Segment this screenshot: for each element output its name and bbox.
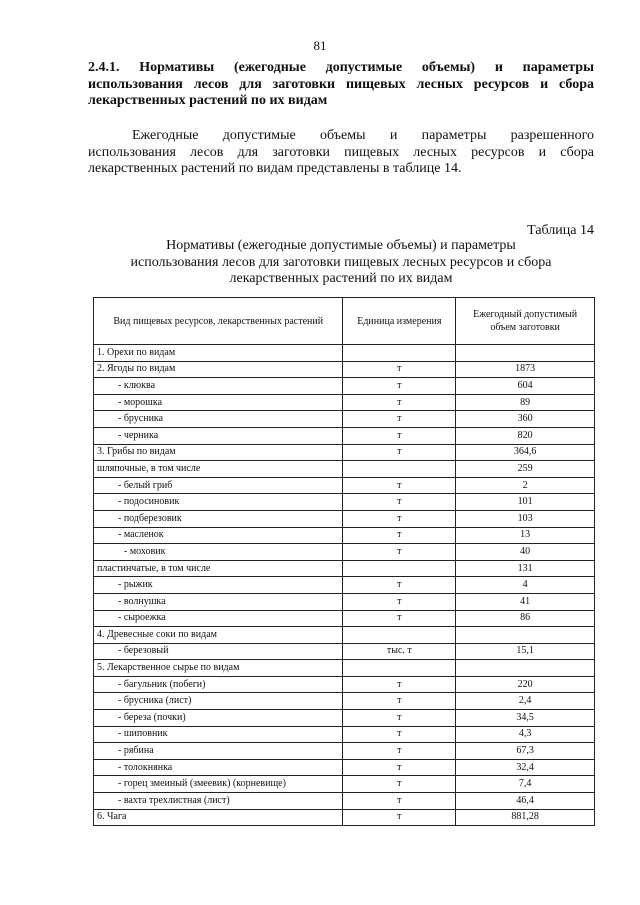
cell-unit bbox=[343, 660, 456, 677]
cell-annual-volume: 1873 bbox=[456, 361, 595, 378]
cell-resource-name: - моховик bbox=[94, 544, 343, 561]
cell-annual-volume: 103 bbox=[456, 510, 595, 527]
heading-line-3: лекарственных растений по их видам bbox=[88, 93, 328, 108]
table-row bbox=[94, 411, 595, 428]
cell-resource-name: - вахта трехлистная (лист) bbox=[94, 793, 343, 810]
cell-unit: т bbox=[343, 427, 456, 444]
cell-unit: тыс. т bbox=[343, 643, 456, 660]
table-row bbox=[94, 345, 595, 362]
cell-unit: т bbox=[343, 378, 456, 395]
header-annual-volume: Ежегодный допустимый объем заготовки bbox=[456, 298, 595, 345]
cell-annual-volume: 67,3 bbox=[456, 743, 595, 760]
cell-resource-name: 6. Чага bbox=[94, 809, 343, 826]
cell-unit: т bbox=[343, 411, 456, 428]
cell-resource-name: - рябина bbox=[94, 743, 343, 760]
cell-resource-name: - березовый bbox=[94, 643, 343, 660]
cell-unit: т bbox=[343, 577, 456, 594]
cell-resource-name: - подберезовик bbox=[94, 510, 343, 527]
table-row bbox=[94, 527, 595, 544]
paragraph-line-3: лекарственных растений по видам представлены в таблице 14. bbox=[88, 161, 462, 176]
cell-annual-volume: 89 bbox=[456, 394, 595, 411]
cell-annual-volume: 259 bbox=[456, 461, 595, 478]
table-row bbox=[94, 494, 595, 511]
cell-resource-name: - брусника (лист) bbox=[94, 693, 343, 710]
cell-annual-volume: 15,1 bbox=[456, 643, 595, 660]
cell-annual-volume bbox=[456, 660, 595, 677]
table-row bbox=[94, 743, 595, 760]
cell-annual-volume: 46,4 bbox=[456, 793, 595, 810]
cell-resource-name: - рыжик bbox=[94, 577, 343, 594]
cell-resource-name: 2. Ягоды по видам bbox=[94, 361, 343, 378]
cell-resource-name: - волнушка bbox=[94, 593, 343, 610]
cell-annual-volume: 41 bbox=[456, 593, 595, 610]
resources-table bbox=[93, 297, 595, 826]
cell-annual-volume: 604 bbox=[456, 378, 595, 395]
cell-resource-name: 4. Древесные соки по видам bbox=[94, 627, 343, 644]
paragraph-line-1: Ежегодные допустимые объемы и параметры разрешенного bbox=[132, 128, 594, 143]
cell-resource-name: - толокнянка bbox=[94, 759, 343, 776]
cell-annual-volume: 364,6 bbox=[456, 444, 595, 461]
heading-line-2: использования лесов для заготовки пищевых лесных ресурсов и сбора bbox=[88, 76, 594, 92]
cell-annual-volume: 131 bbox=[456, 560, 595, 577]
cell-unit bbox=[343, 627, 456, 644]
table-row bbox=[94, 427, 595, 444]
table-row bbox=[94, 461, 595, 478]
page-number: 81 bbox=[313, 38, 327, 53]
cell-annual-volume: 101 bbox=[456, 494, 595, 511]
cell-unit: т bbox=[343, 444, 456, 461]
cell-resource-name: - масленок bbox=[94, 527, 343, 544]
cell-resource-name: - шиповник bbox=[94, 726, 343, 743]
table-row bbox=[94, 693, 595, 710]
table-row bbox=[94, 627, 595, 644]
table-row bbox=[94, 394, 595, 411]
cell-annual-volume: 40 bbox=[456, 544, 595, 561]
cell-resource-name: - береза (почки) bbox=[94, 710, 343, 727]
cell-unit bbox=[343, 461, 456, 478]
table-row bbox=[94, 378, 595, 395]
cell-unit: т bbox=[343, 394, 456, 411]
table-title-line-2: использования лесов для заготовки пищевых лесных ресурсов и сбора bbox=[130, 254, 552, 270]
cell-unit: т bbox=[343, 610, 456, 627]
table-row bbox=[94, 560, 595, 577]
cell-unit: т bbox=[343, 776, 456, 793]
cell-unit: т bbox=[343, 361, 456, 378]
cell-annual-volume: 220 bbox=[456, 676, 595, 693]
cell-annual-volume: 360 bbox=[456, 411, 595, 428]
cell-unit: т bbox=[343, 759, 456, 776]
cell-annual-volume: 4,3 bbox=[456, 726, 595, 743]
cell-annual-volume: 2,4 bbox=[456, 693, 595, 710]
cell-resource-name: 5. Лекарственное сырье по видам bbox=[94, 660, 343, 677]
cell-unit: т bbox=[343, 793, 456, 810]
table-header-row bbox=[94, 298, 595, 345]
cell-annual-volume: 820 bbox=[456, 427, 595, 444]
cell-unit: т bbox=[343, 726, 456, 743]
cell-resource-name: - брусника bbox=[94, 411, 343, 428]
cell-resource-name: пластинчатые, в том числе bbox=[94, 560, 343, 577]
cell-annual-volume: 13 bbox=[456, 527, 595, 544]
cell-unit: т bbox=[343, 477, 456, 494]
header-resource-type: Вид пищевых ресурсов, лекарственных растений bbox=[94, 298, 343, 345]
cell-annual-volume: 2 bbox=[456, 477, 595, 494]
table-row bbox=[94, 643, 595, 660]
cell-annual-volume bbox=[456, 627, 595, 644]
cell-annual-volume: 86 bbox=[456, 610, 595, 627]
heading-line-1: 2.4.1. Нормативы (ежегодные допустимые объемы) и параметры bbox=[88, 60, 594, 75]
table-row bbox=[94, 793, 595, 810]
cell-annual-volume: 7,4 bbox=[456, 776, 595, 793]
cell-unit: т bbox=[343, 743, 456, 760]
table-row bbox=[94, 577, 595, 594]
cell-annual-volume: 34,5 bbox=[456, 710, 595, 727]
cell-resource-name: - клюква bbox=[94, 378, 343, 395]
cell-resource-name: шляпочные, в том числе bbox=[94, 461, 343, 478]
table-row bbox=[94, 361, 595, 378]
table-row bbox=[94, 544, 595, 561]
table-row bbox=[94, 660, 595, 677]
table-title-line-1: Нормативы (ежегодные допустимые объемы) и параметры bbox=[166, 238, 516, 253]
cell-resource-name: - черника bbox=[94, 427, 343, 444]
table-row bbox=[94, 610, 595, 627]
header-unit: Единица измерения bbox=[343, 298, 456, 345]
cell-annual-volume bbox=[456, 345, 595, 362]
cell-unit bbox=[343, 560, 456, 577]
table-title-line-3: лекарственных растений по их видам bbox=[229, 271, 453, 286]
table-row bbox=[94, 510, 595, 527]
paragraph-line-2: использования лесов для заготовки пищевых лесных ресурсов и сбора bbox=[88, 144, 594, 160]
table-body bbox=[94, 345, 595, 826]
cell-annual-volume: 32,4 bbox=[456, 759, 595, 776]
table-row bbox=[94, 477, 595, 494]
table-row bbox=[94, 759, 595, 776]
cell-resource-name: 3. Грибы по видам bbox=[94, 444, 343, 461]
cell-annual-volume: 881,28 bbox=[456, 809, 595, 826]
table-row bbox=[94, 726, 595, 743]
cell-unit: т bbox=[343, 510, 456, 527]
cell-unit: т bbox=[343, 527, 456, 544]
cell-resource-name: - морошка bbox=[94, 394, 343, 411]
table-row bbox=[94, 809, 595, 826]
cell-unit: т bbox=[343, 809, 456, 826]
cell-resource-name: - белый гриб bbox=[94, 477, 343, 494]
cell-unit: т bbox=[343, 676, 456, 693]
cell-unit: т bbox=[343, 710, 456, 727]
cell-resource-name: 1. Орехи по видам bbox=[94, 345, 343, 362]
cell-resource-name: - сыроежка bbox=[94, 610, 343, 627]
table-label: Таблица 14 bbox=[527, 223, 594, 238]
table-row bbox=[94, 710, 595, 727]
table-row bbox=[94, 676, 595, 693]
cell-resource-name: - багульник (побеги) bbox=[94, 676, 343, 693]
cell-unit: т bbox=[343, 544, 456, 561]
cell-resource-name: - горец змеиный (змеевик) (корневище) bbox=[94, 776, 343, 793]
cell-annual-volume: 4 bbox=[456, 577, 595, 594]
cell-resource-name: - подосиновик bbox=[94, 494, 343, 511]
cell-unit: т bbox=[343, 494, 456, 511]
cell-unit bbox=[343, 345, 456, 362]
section-heading bbox=[88, 60, 594, 110]
cell-unit: т bbox=[343, 693, 456, 710]
table-row bbox=[94, 776, 595, 793]
body-paragraph bbox=[88, 128, 594, 178]
cell-unit: т bbox=[343, 593, 456, 610]
table-title bbox=[88, 238, 594, 288]
table-row bbox=[94, 444, 595, 461]
table-row bbox=[94, 593, 595, 610]
